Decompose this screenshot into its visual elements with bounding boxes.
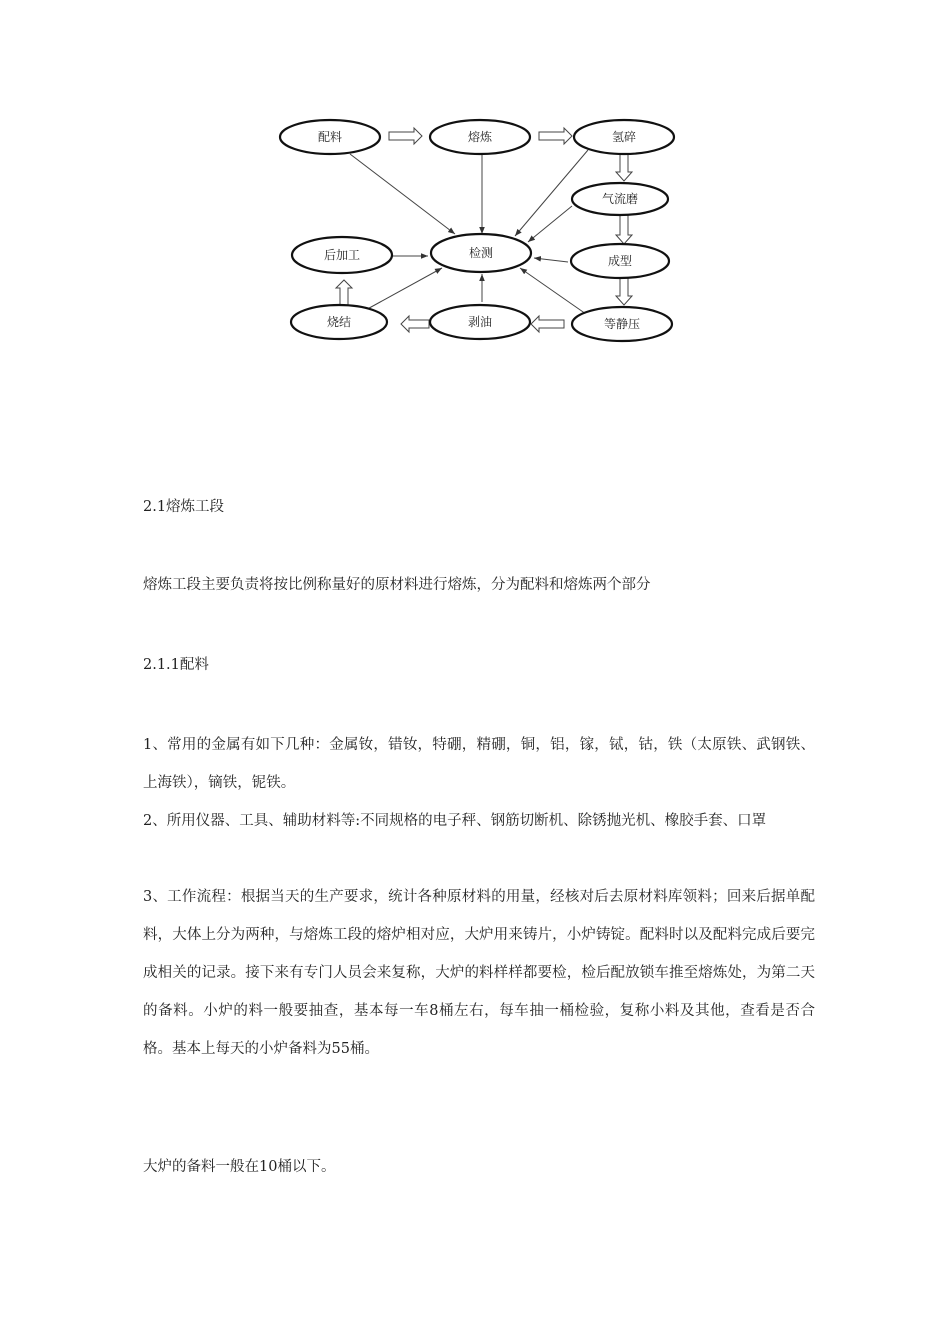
hollow-arrow-qingsui-to-qiliumo — [616, 153, 632, 181]
hollow-arrow-peiliao-to-ronglian — [389, 128, 422, 144]
hollow-arrow-ronglian-to-qingsui — [539, 128, 572, 144]
paragraph-workflow: 3、工作流程：根据当天的生产要求，统计各种原材料的用量，经核对后去原材料库领料；回来后据单配料，大体上分为两种，与熔炼工段的熔炉相对应，大炉用来铸片，小炉铸锭。配料时以及配料完成后要完成相关的记录。接下来有专门人员会来复称，大炉的料样样都要检，检后配放锁车推至熔炼处，为第二天的备料。小炉的料一般要抽查，基本每一车8桶左右，每车抽一桶检验，复称小料及其他，查看是否合格。基本上每天的小炉备料为55桶。 — [143, 889, 815, 1057]
paragraph-metals: 1、常用的金属有如下几种：金属钕，错钕，特硼，精硼，铜，铝，镓，铽，钴，铁（太原铁、武钢铁、上海铁），镝铁，铌铁。 — [143, 737, 815, 791]
hollow-arrow-dengjingya-to-boyou — [531, 316, 564, 332]
node-qiliumo-label: 气流磨 — [601, 192, 639, 206]
node-peiliao-label: 配料 — [317, 130, 343, 144]
node-dengjingya-label: 等静压 — [603, 317, 641, 331]
node-chengxing-label: 成型 — [607, 254, 633, 268]
arrow-qiliumo-to-jiance — [528, 206, 572, 242]
node-ronglian-label: 熔炼 — [467, 130, 493, 144]
hollow-arrow-qiliumo-to-chengxing — [616, 214, 632, 244]
arrow-shaojie-to-jiance — [362, 268, 442, 312]
subsection-heading: 2.1.1配料 — [143, 657, 209, 673]
paragraph-tools: 2、所用仪器、工具、辅助材料等:不同规格的电子秤、钢筋切断机、除锈抛光机、橡胶手套、口罩 — [143, 813, 767, 829]
node-qingsui-label: 氢碎 — [611, 130, 637, 144]
hollow-arrow-chengxing-to-dengjingya — [616, 276, 632, 305]
hollow-arrow-boyou-to-shaojie — [401, 316, 429, 332]
node-houjiagong-label: 后加工 — [323, 248, 361, 262]
process-flow-diagram — [270, 108, 680, 348]
node-jiance-label: 检测 — [468, 246, 494, 260]
hollow-arrow-shaojie-to-houjiagong — [336, 280, 352, 306]
arrow-dengjingya-to-jiance — [520, 268, 586, 314]
paragraph-large-furnace: 大炉的备料一般在10桶以下。 — [143, 1159, 336, 1175]
section-heading: 2.1熔炼工段 — [143, 499, 225, 515]
intro-paragraph: 熔炼工段主要负责将按比例称量好的原材料进行熔炼，分为配料和熔炼两个部分 — [143, 577, 651, 593]
arrow-chengxing-to-jiance — [534, 258, 568, 262]
arrow-peiliao-to-jiance — [350, 154, 455, 234]
node-shaojie-label: 烧结 — [326, 315, 352, 329]
node-boyou-label: 剥油 — [467, 315, 493, 329]
